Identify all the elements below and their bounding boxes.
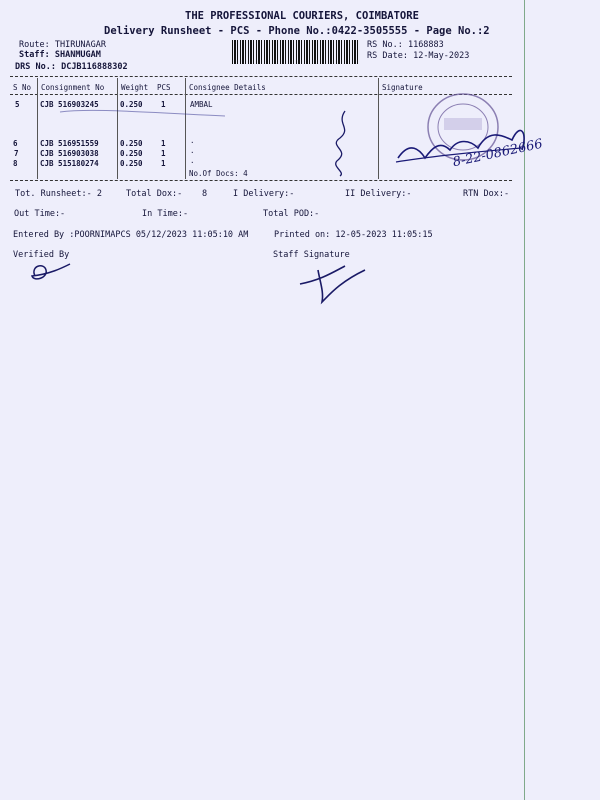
entered-by: Entered By :POORNIMAPCS 05/12/2023 11:05:10 AM bbox=[13, 230, 249, 240]
col-header-signature: Signature bbox=[382, 83, 423, 92]
drs-value: DCJB116888302 bbox=[61, 62, 128, 72]
row-pcs: 1 bbox=[161, 149, 166, 158]
rs-no-value: 1168883 bbox=[407, 40, 444, 50]
printed-on: Printed on: 12-05-2023 11:05:15 bbox=[274, 230, 433, 240]
row-consignee: AMBAL bbox=[190, 100, 213, 109]
tot-runsheet: Tot. Runsheet:- 2 bbox=[15, 189, 102, 199]
row-consignee: . bbox=[190, 156, 195, 165]
i-delivery: I Delivery:- bbox=[233, 189, 295, 199]
row-weight: 0.250 bbox=[120, 159, 143, 168]
route-label: Route: bbox=[19, 40, 50, 50]
row-sno: 8 bbox=[13, 159, 18, 168]
row-consignee: . bbox=[190, 136, 195, 145]
verifier-signature-mark bbox=[32, 264, 70, 279]
col-header-consignee: Consignee Details bbox=[189, 83, 266, 92]
row-pcs: 1 bbox=[161, 100, 166, 109]
handwritten-phone-note: 8-22-0862666 bbox=[451, 136, 545, 171]
row-pcs: 1 bbox=[161, 159, 166, 168]
drs-label: DRS No.: bbox=[15, 62, 56, 72]
row-consignment-no: CJB 515180274 bbox=[40, 159, 99, 168]
total-dox-label: Total Dox:- bbox=[126, 189, 183, 199]
ii-delivery: II Delivery:- bbox=[345, 189, 412, 199]
row-sno: 6 bbox=[13, 139, 18, 148]
row-sno: 7 bbox=[14, 149, 19, 158]
row-consignment-no: CJB 516903038 bbox=[40, 149, 99, 158]
no-of-docs: No.Of Docs: 4 bbox=[189, 169, 248, 178]
verified-by: Verified By bbox=[13, 250, 70, 260]
rs-no-label: RS No.: bbox=[367, 40, 403, 50]
staff-signature-mark bbox=[300, 266, 365, 302]
rtn-dox: RTN Dox:- bbox=[463, 189, 510, 199]
col-header-sno: S No bbox=[13, 83, 32, 92]
in-time: In Time:- bbox=[142, 209, 189, 219]
runsheet-subtitle: Delivery Runsheet - PCS - Phone No.:0422-3505555 - Page No.:2 bbox=[104, 25, 490, 37]
col-header-consignment: Consignment No bbox=[41, 83, 105, 92]
staff-label: Staff: bbox=[19, 50, 50, 60]
row-consignment-no: CJB 516903245 bbox=[40, 100, 99, 109]
consignee-signature-mark bbox=[336, 111, 345, 176]
col-header-pcs: PCS bbox=[157, 83, 171, 92]
total-pod: Total POD:- bbox=[263, 209, 320, 219]
row-consignee: . bbox=[190, 146, 195, 155]
company-title: THE PROFESSIONAL COURIERS, COIMBATORE bbox=[185, 10, 419, 22]
rs-date-label: RS Date: bbox=[367, 51, 408, 61]
row-sno: 5 bbox=[15, 100, 20, 109]
rs-date-value: 12-May-2023 bbox=[413, 51, 470, 61]
pen-squiggle-mark bbox=[60, 110, 225, 116]
staff-signature-label: Staff Signature bbox=[273, 250, 350, 260]
out-time: Out Time:- bbox=[14, 209, 66, 219]
row-weight: 0.250 bbox=[120, 149, 143, 158]
col-header-weight: Weight bbox=[121, 83, 149, 92]
row-consignment-no: CJB 516951559 bbox=[40, 139, 99, 148]
handwriting-overlay bbox=[0, 0, 600, 320]
total-dox-value: 8 bbox=[202, 189, 208, 199]
row-weight: 0.250 bbox=[120, 100, 143, 109]
row-weight: 0.250 bbox=[120, 139, 143, 148]
route-value: THIRUNAGAR bbox=[54, 40, 107, 50]
row-pcs: 1 bbox=[161, 139, 166, 148]
staff-value: SHANMUGAM bbox=[54, 50, 101, 60]
